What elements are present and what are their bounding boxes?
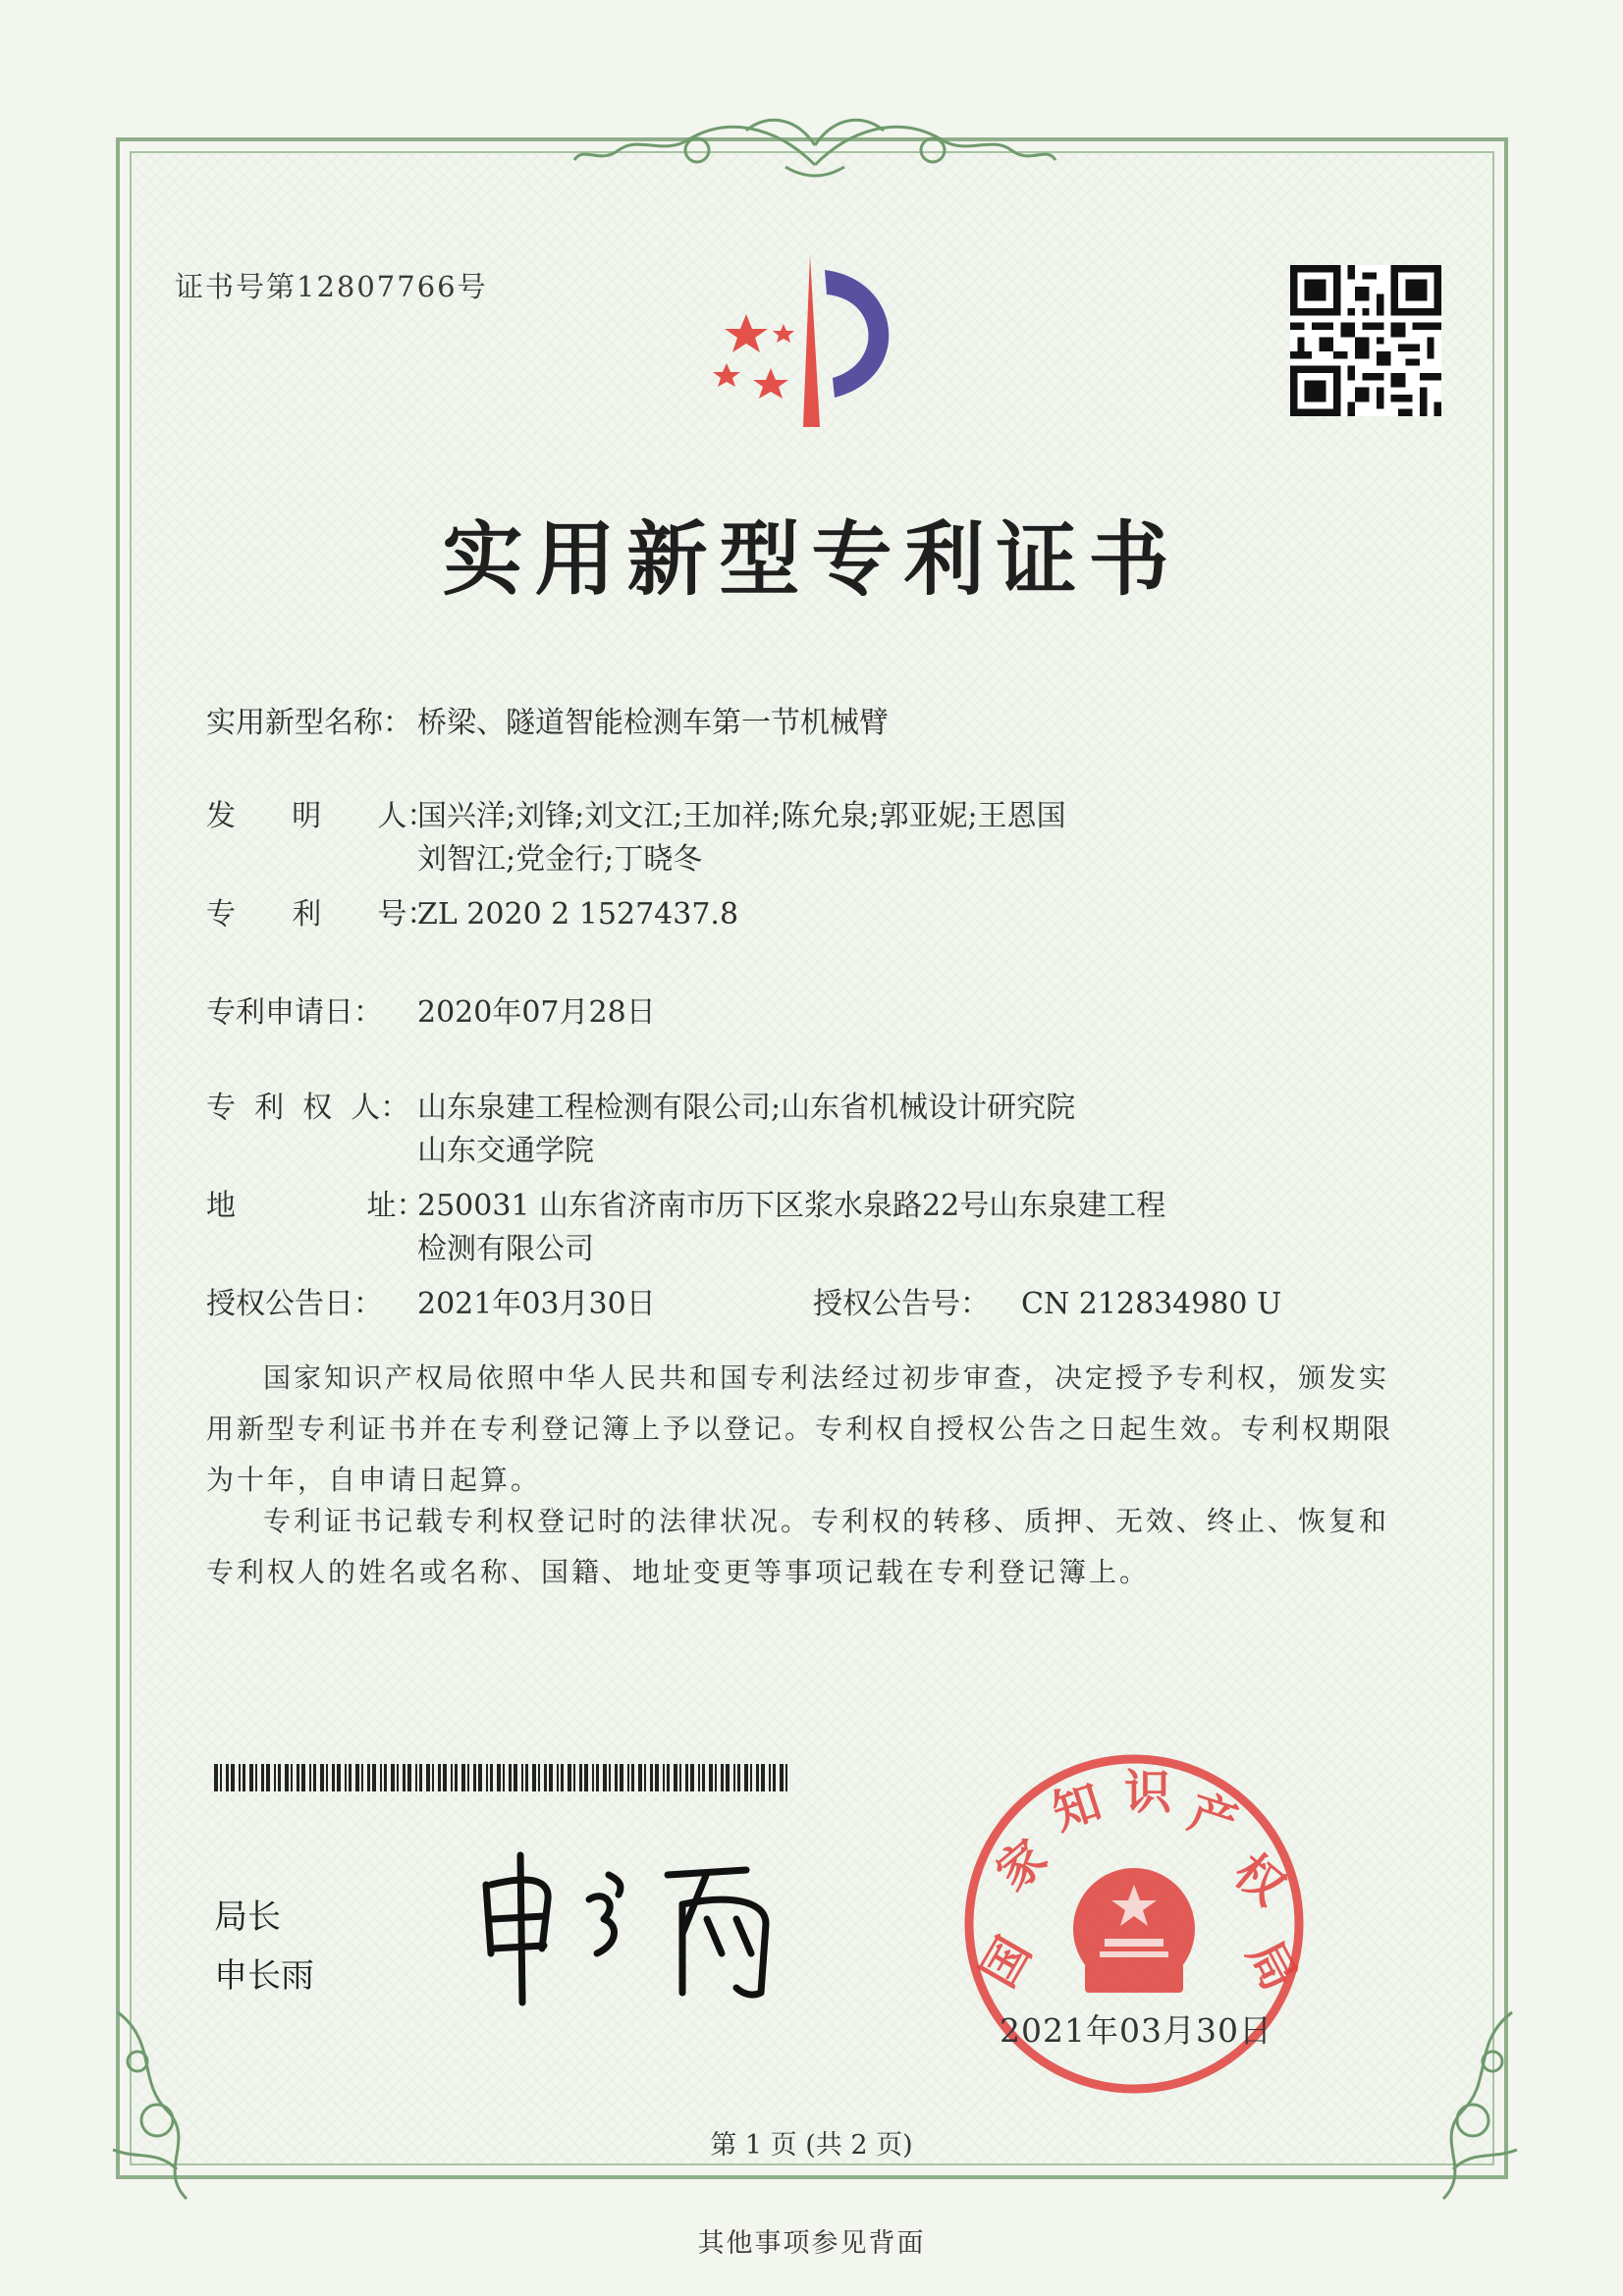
field-label-b: 授权公告号：: [813, 1287, 990, 1321]
certificate-title: 实用新型专利证书: [442, 512, 1181, 607]
svg-text:局: 局: [1236, 1932, 1308, 2000]
field-value-line2: 刘智江;党金行;丁晓冬: [417, 842, 703, 877]
seal-date: 2021年03月30日: [1000, 2011, 1272, 2050]
field-value-line2: 检测有限公司: [417, 1232, 594, 1266]
field-value: ZL 2020 2 1527437.8: [417, 897, 739, 932]
field-value: 桥梁、隧道智能检测车第一节机械臂: [417, 706, 889, 740]
signature: [471, 1845, 825, 2012]
svg-text:家: 家: [986, 1829, 1058, 1902]
svg-text:知: 知: [1046, 1774, 1109, 1842]
svg-text:识: 识: [1124, 1765, 1172, 1820]
page-number: 第 1 页 (共 2 页): [710, 2130, 913, 2161]
back-note: 其他事项参见背面: [697, 2228, 926, 2259]
field-value: 山东泉建工程检测有限公司;山东省机械设计研究院: [417, 1091, 1076, 1125]
corner-ornament-right: [1394, 2002, 1532, 2218]
svg-text:权: 权: [1223, 1843, 1295, 1916]
paragraph-legal-status: 专利证书记载专利权登记时的法律状况。专利权的转移、质押、无效、终止、恢复和专利权人的姓名或名称、国籍、地址变更等事项记载在专利登记簿上。: [206, 1505, 1390, 1588]
corner-ornament-left: [98, 2002, 236, 2218]
field-label: 授权公告日：: [206, 1287, 383, 1321]
top-ornament: [569, 106, 1060, 185]
field-value-b: CN 212834980 U: [1021, 1287, 1282, 1321]
field-value: 2021年03月30日: [417, 1287, 656, 1321]
field-value: 2020年07月28日: [417, 995, 656, 1030]
field-value: 250031 山东省济南市历下区浆水泉路22号山东泉建工程: [417, 1189, 1166, 1223]
field-value-line2: 山东交通学院: [417, 1134, 594, 1168]
field-label: 实用新型名称：: [206, 706, 412, 740]
field-label: 地 址：: [206, 1189, 426, 1223]
field-label: 专 利 号：: [206, 897, 437, 932]
barcode: [214, 1764, 795, 1791]
field-label: 专利申请日：: [206, 995, 383, 1030]
director-name: 申长雨: [214, 1956, 314, 1996]
qr-code: [1290, 265, 1441, 416]
svg-text:国: 国: [970, 1928, 1043, 1997]
cnipa-logo: [687, 250, 933, 447]
field-label: 发 明 人：: [206, 799, 437, 833]
svg-text:产: 产: [1181, 1785, 1244, 1852]
paragraph-grant: 国家知识产权局依照中华人民共和国专利法经过初步审查，决定授予专利权，颁发实用新型专利证书并在专利登记簿上予以登记。专利权自授权公告之日起生效。专利权期限为十年，自申请日起算。: [206, 1362, 1394, 1496]
certificate-number: 证书号第12807766号: [175, 270, 488, 303]
director-title: 局长: [214, 1897, 281, 1937]
field-value: 国兴洋;刘锋;刘文江;王加祥;陈允泉;郭亚妮;王恩国: [417, 799, 1066, 833]
field-label: 专 利 权 人：: [206, 1091, 410, 1125]
